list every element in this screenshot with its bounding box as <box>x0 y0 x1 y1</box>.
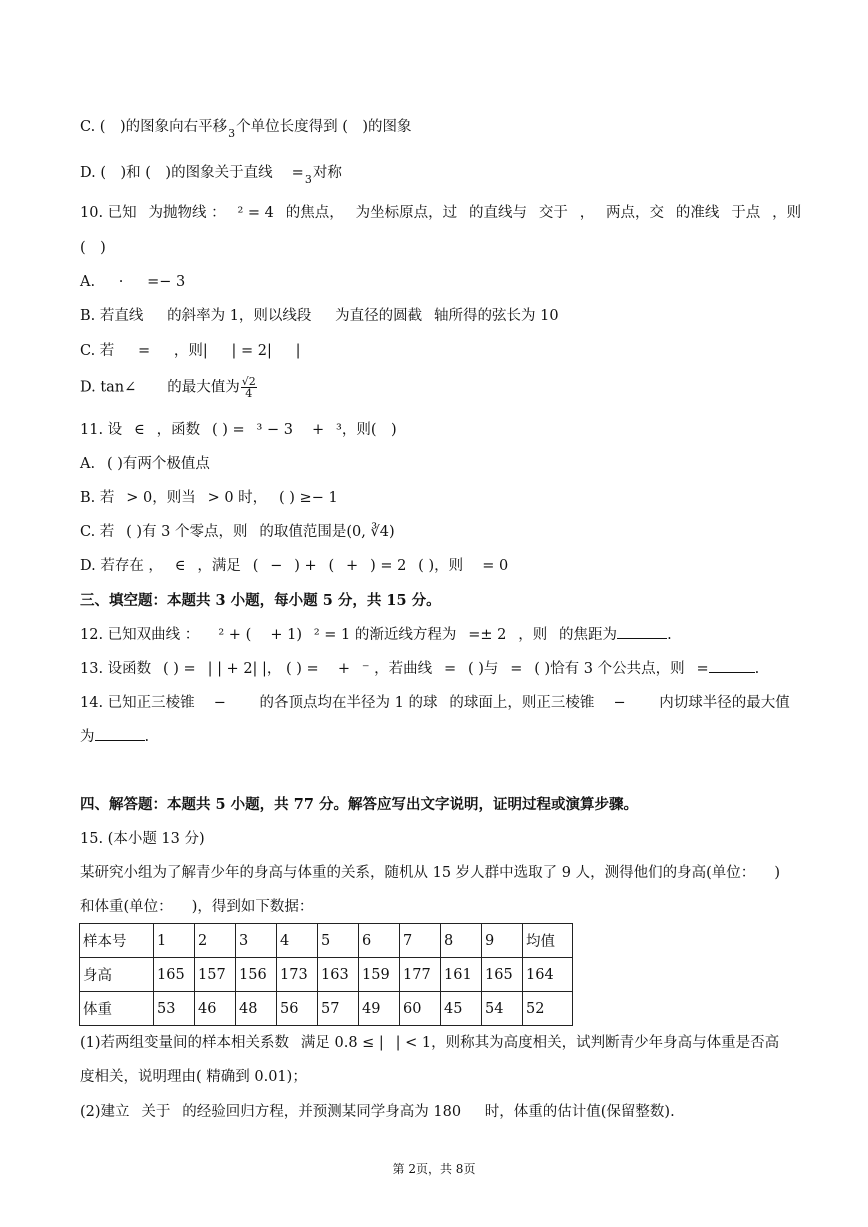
table-cell: 均值 <box>523 924 573 958</box>
table-cell: 165 <box>482 958 523 992</box>
table-cell: 7 <box>400 924 441 958</box>
data-table <box>79 923 573 1026</box>
q11-option-c: C. 若 ( )有 3 个零点，则 的取值范围是(0, ∛4) <box>80 524 395 540</box>
table-cell: 48 <box>236 992 277 1026</box>
fraction-denominator: 4 <box>245 387 253 400</box>
q14-period: . <box>144 729 150 745</box>
q10-option-a: A. · =− 3 <box>80 274 186 290</box>
q11-option-a: A. ( )有两个极值点 <box>80 456 210 472</box>
table-cell: 2 <box>195 924 236 958</box>
q10-option-d-text: D. tan∠ 的最大值为 <box>80 379 240 396</box>
table-cell: 8 <box>441 924 482 958</box>
q9-option-d-text: D. ( )和 ( )的图象关于直线 = <box>80 165 304 181</box>
q9-option-c-tail: 个单位长度得到 ( )的图象 <box>236 119 412 135</box>
q10-stem-paren: ( ) <box>80 240 106 256</box>
table-cell: 4 <box>277 924 318 958</box>
q15-part-1-line-2: 度相关，说明理由( 精确到 0.01)； <box>80 1069 307 1085</box>
q14-text: 为 <box>80 729 95 745</box>
page-footer: 第 2页，共 8页 <box>392 1162 476 1176</box>
table-cell: 3 <box>236 924 277 958</box>
q11-option-b: B. 若 > 0，则当 > 0 时， ( ) ≥− 1 <box>80 490 338 506</box>
q10-option-c: C. 若 = ，则| | = 2| | <box>80 343 301 359</box>
fraction-denominator: 3 <box>228 127 236 140</box>
q15-body-line-2: 和体重(单位： )，得到如下数据： <box>80 899 314 915</box>
table-cell: 45 <box>441 992 482 1026</box>
table-row <box>80 958 573 992</box>
table-cell: 54 <box>482 992 523 1026</box>
table-cell: 9 <box>482 924 523 958</box>
table-cell: 49 <box>359 992 400 1026</box>
section-4-heading: 四、解答题：本题共 5 小题，共 77 分。解答应写出文字说明，证明过程或演算步骤。 <box>80 796 638 813</box>
q14-line-2 <box>80 727 149 747</box>
table-cell: 46 <box>195 992 236 1026</box>
q14-line-1: 14. 已知正三棱锥 − 的各顶点均在半径为 1 的球 的球面上，则正三棱锥 − 内切球半径的最大值 <box>80 695 790 711</box>
q11-stem: 11. 设 ∈ ，函数 ( ) = ³ − 3 + ³，则( ) <box>80 422 397 438</box>
table-cell: 53 <box>154 992 195 1026</box>
table-cell: 164 <box>523 958 573 992</box>
q9-option-c <box>80 117 412 138</box>
q10-option-d <box>80 376 258 399</box>
table-cell: 163 <box>318 958 359 992</box>
q12-period: . <box>667 627 672 643</box>
q9-option-d-tail: 对称 <box>312 165 342 181</box>
table-cell: 1 <box>154 924 195 958</box>
table-row <box>80 992 573 1026</box>
q12-text: 12. 已知双曲线 ： ² + ( + 1) ² = 1 的渐近线方程为 =± 2 ，则 的焦距为 <box>80 627 618 643</box>
answer-blank <box>709 672 755 673</box>
table-cell: 159 <box>359 958 400 992</box>
fraction-numerator: √2 <box>241 375 256 388</box>
table-cell: 156 <box>236 958 277 992</box>
q13-period: . <box>754 661 760 677</box>
fraction-denominator: 3 <box>304 173 312 186</box>
answer-blank <box>95 740 145 741</box>
q10-stem: 10. 已知 为抛物线 ： ² = 4 的焦点， 为坐标原点，过 的直线与 交于 ， 两点，交 的准线 于点 ，则 <box>80 205 802 221</box>
table-cell: 57 <box>318 992 359 1026</box>
table-cell: 177 <box>400 958 441 992</box>
table-cell: 6 <box>359 924 400 958</box>
table-cell: 173 <box>277 958 318 992</box>
q12 <box>80 625 672 645</box>
q15-title: 15. (本小题 13 分) <box>80 831 205 847</box>
q15-part-2: (2)建立 关于 的经验回归方程，并预测某同学身高为 180 时，体重的估计值(保留整数). <box>80 1104 675 1120</box>
table-cell: 身高 <box>80 958 154 992</box>
section-3-heading: 三、填空题：本题共 3 小题，每小题 5 分，共 15 分。 <box>80 592 441 609</box>
table-cell: 157 <box>195 958 236 992</box>
q13 <box>80 659 759 679</box>
fraction <box>241 376 257 399</box>
q11-option-d: D. 若存在 ， ∈ ，满足 ( − ) + ( + ) = 2 ( )，则 = 0 <box>80 558 509 574</box>
answer-blank <box>617 638 667 639</box>
table-cell: 样本号 <box>80 924 154 958</box>
table-cell: 60 <box>400 992 441 1026</box>
table-cell: 165 <box>154 958 195 992</box>
table-cell: 5 <box>318 924 359 958</box>
q9-option-c-text: C. ( )的图象向右平移 <box>80 119 228 135</box>
q13-text: 13. 设函数 ( ) = | | + 2| |， ( ) = + ⁻ ，若曲线 = ( )与 = ( )恰有 3 个公共点，则 = <box>80 661 709 677</box>
q15-part-1-line-1: (1)若两组变量间的样本相关系数 满足 0.8 ≤ | | < 1，则称其为高度相关，试判断青少年身高与体重是否高 <box>80 1035 780 1051</box>
table-cell: 56 <box>277 992 318 1026</box>
table-header-row <box>80 924 573 958</box>
q10-option-b: B. 若直线 的斜率为 1，则以线段 为直径的圆截 轴所得的弦长为 10 <box>80 308 559 324</box>
table-cell: 52 <box>523 992 573 1026</box>
q9-option-d <box>80 163 342 184</box>
table-cell: 161 <box>441 958 482 992</box>
q15-body-line-1: 某研究小组为了解青少年的身高与体重的关系，随机从 15 岁人群中选取了 9 人，测得他们的身高(单位： ) <box>80 865 781 881</box>
table-cell: 体重 <box>80 992 154 1026</box>
